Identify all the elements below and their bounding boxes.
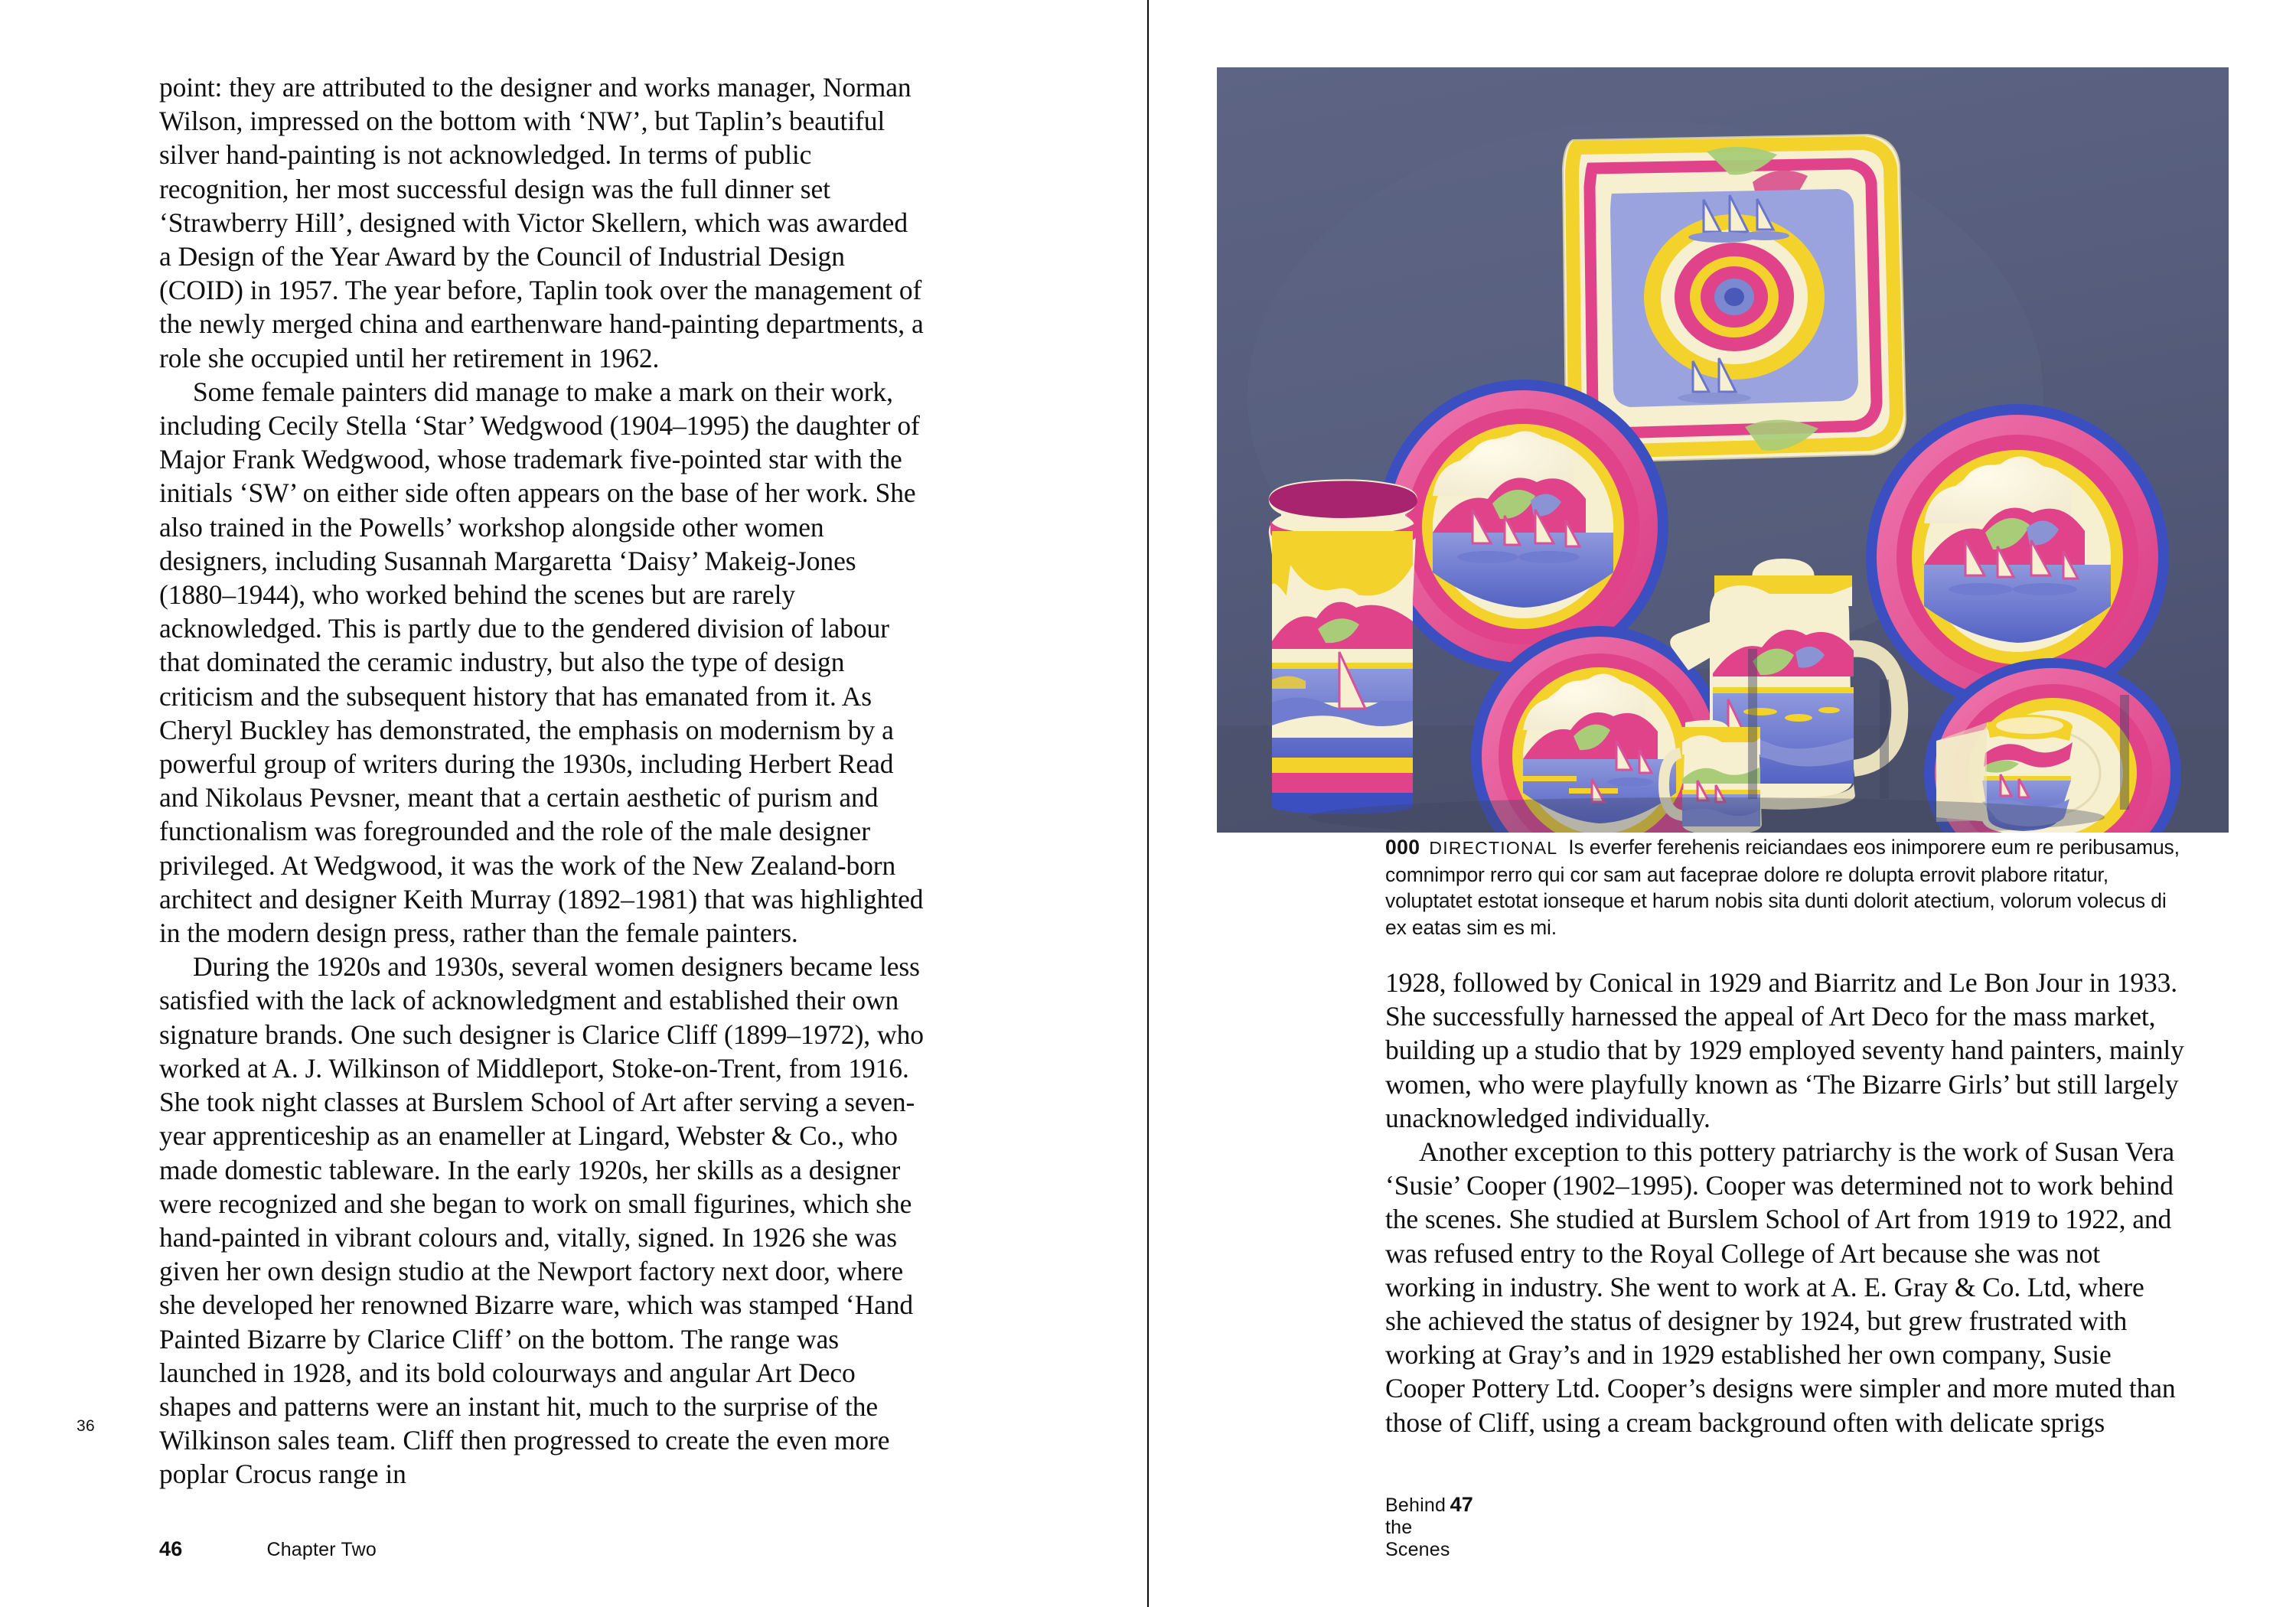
caption-text: Is everfer ferehenis reiciandaes eos inimporere eum re peribusamus, comnimpor rerro qui cor sam aut faceprae dolore re dolupta errovit plabore ritatur, voluptatet estotat ionseque et harum nobis sita dunti dolorit atectium, volorum volecus di ex eatas sim es mi. [1385, 836, 2180, 939]
paragraph: Another exception to this pottery patriarchy is the work of Susan Vera ‘Susie’ Cooper (1902–1995). Cooper was determined not to work behind the scenes. She studied at Burslem School of Art from 1919 to 1922, and was refused entry to the Royal College of Art because she was not working in industry. She went to work at A. E. Gray & Co. Ltd, where she achieved the status of designer by 1924, but grew frustrated with working at Gray’s and in 1929 established her own company, Susie Cooper Pottery Ltd. Cooper’s designs were simpler and more muted than those of Cliff, using a cream background often with delicate sprigs [1385, 1136, 2176, 1438]
figure-caption [1385, 834, 2185, 940]
clarice-cliff-pottery-photo [1217, 67, 2229, 833]
page-number: 47 [1450, 1493, 1474, 1516]
paragraph: Some female painters did manage to make a mark on their work, including Cecily Stella ‘Star’ Wedgwood (1904–1995) the daughter of Major Frank Wedgwood, whose trademark five-pointed star with the initials ‘SW’ on either side often appears on the base of her work. She also trained in the Powells’ workshop alongside other women designers, including Susannah Margaretta ‘Daisy’ Makeig-Jones (1880–1944), who worked behind the scenes but are rarely acknowledged. This is partly due to the gendered division of labour that dominated the ceramic industry, but also the type of design criticism and the subsequent history that has emanated from it. As Cheryl Buckley has demonstrated, the emphasis on modernism by a powerful group of writers during the 1930s, including Herbert Read and Nikolaus Pevsner, meant that a certain aesthetic of purism and functionalism was foregrounded and the role of the male designer privileged. At Wedgwood, it was the work of the New Zealand-born architect and designer Keith Murray (1892–1981) that was highlighted in the modern design press, rather than the female painters. [159, 376, 924, 949]
right-page-text-column [1385, 966, 2185, 1439]
margin-figure-reference: 36 [77, 1417, 95, 1435]
page-number: 46 [159, 1537, 183, 1560]
right-page-footer [0, 1493, 2296, 1607]
left-page-text-column [159, 70, 925, 1491]
cylinder-vase [1269, 479, 1419, 814]
figure-image-container [1217, 67, 2229, 833]
caption-number: 000 [1385, 836, 1420, 859]
paragraph: 1928, followed by Conical in 1929 and Biarritz and Le Bon Jour in 1933. She successfully harnessed the appeal of Art Deco for the mass market, building up a studio that by 1929 employed seventy hand painters, mainly women, who were playfully known as ‘The Bizarre Girls’ but still largely unacknowledged individually. [1385, 967, 2184, 1133]
running-head: Chapter Two [266, 1539, 377, 1560]
running-head: Behind the Scenes [1385, 1495, 1450, 1560]
paragraph: point: they are attributed to the designer and works manager, Norman Wilson, impressed on the bottom with ‘NW’, but Taplin’s beautiful silver hand-painting is not acknowledged. In terms of public recognition, her most successful design was the full dinner set ‘Strawberry Hill’, designed with Victor Skellern, which was awarded a Design of the Year Award by the Council of Industrial Design (COID) in 1957. The year before, Taplin took over the management of the newly merged china and earthenware hand-painting departments, a role she occupied until her retirement in 1962. [159, 72, 924, 373]
paragraph: During the 1920s and 1930s, several women designers became less satisfied with the lack of acknowledgment and established their own signature brands. One such designer is Clarice Cliff (1899–1972), who worked at A. J. Wilkinson of Middleport, Stoke-on-Trent, from 1916. She took night classes at Burslem School of Art after serving a seven-year apprenticeship as an enameller at Lingard, Webster & Co., who made domestic tableware. In the early 1920s, her skills as a designer were recognized and she began to work on small figurines, which she hand-painted in vibrant colours and, vitally, signed. In 1926 she was given her own design studio at the Newport factory next door, where she developed her renowned Bizarre ware, which was stamped ‘Hand Painted Bizarre by Clarice Cliff’ on the bottom. The range was launched in 1928, and its bold colourways and angular Art Deco shapes and patterns were an instant hit, much to the surprise of the Wilkinson sales team. Cliff then progressed to create the even more poplar Crocus range in [159, 951, 924, 1490]
caption-kicker: DIRECTIONAL [1429, 838, 1558, 858]
spread-gutter-divider [1147, 0, 1149, 1607]
